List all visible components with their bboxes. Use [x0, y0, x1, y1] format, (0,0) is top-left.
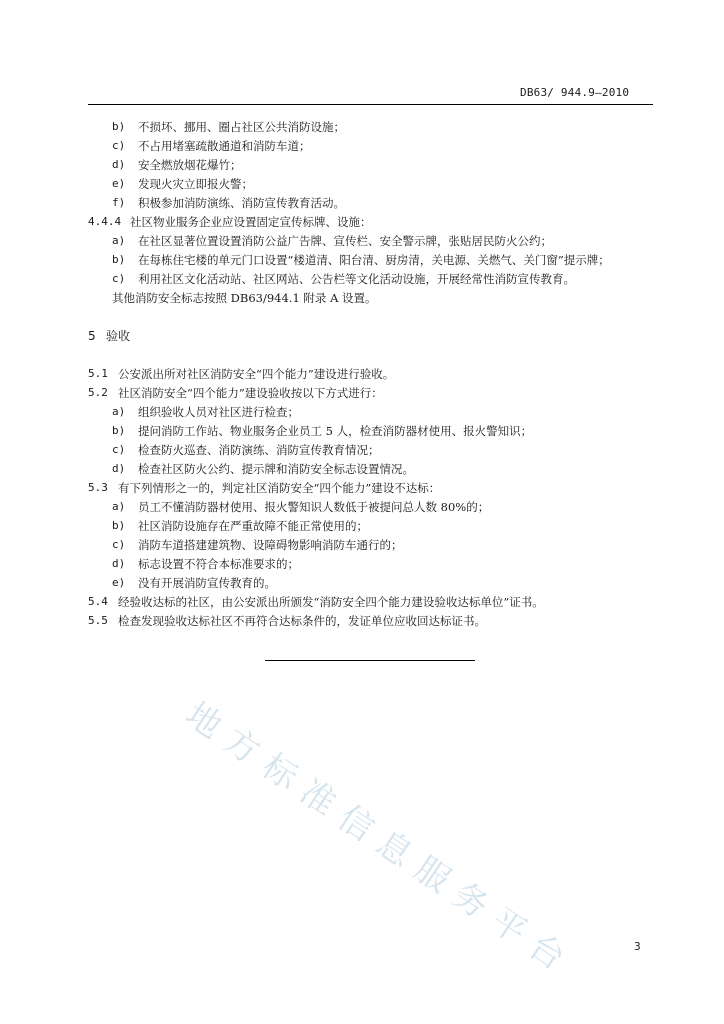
- clause-number: 4.4.4: [88, 215, 122, 228]
- clause-number: 5.2: [88, 386, 108, 399]
- section-title: 验收: [106, 329, 131, 343]
- clause-number: 5.4: [88, 595, 108, 608]
- list-item-label: c): [112, 443, 126, 456]
- list-item-text: 社区消防设施存在严重故障不能正常使用的；: [138, 519, 368, 533]
- list-item-label: c): [112, 538, 126, 551]
- watermark: 地方标准信息服务平台: [178, 694, 582, 986]
- list-item-text: 没有开展消防宣传教育的。: [138, 576, 276, 590]
- clause-text: 公安派出所对社区消防安全“四个能力”建设进行验收。: [118, 367, 395, 381]
- list-item-text: 积极参加消防演练、消防宣传教育活动。: [138, 196, 345, 210]
- list-item-text: 标志设置不符合本标准要求的；: [138, 557, 299, 571]
- clause-number: 5.5: [88, 614, 108, 627]
- list-item-label: c): [112, 272, 126, 285]
- clause-note: 其他消防安全标志按照 DB63/944.1 附录 A 设置。: [112, 291, 377, 305]
- list-item-text: 员工不懂消防器材使用、报火警知识人数低于被提问总人数 80%的；: [138, 500, 490, 514]
- list-item-text: 组织验收人员对社区进行检查；: [138, 405, 299, 419]
- clause-text: 有下列情形之一的，判定社区消防安全“四个能力”建设不达标：: [118, 481, 441, 495]
- list-item-label: e): [112, 177, 126, 190]
- list-item-label: a): [112, 405, 126, 418]
- list-item-text: 检查社区防火公约、提示牌和消防安全标志设置情况。: [138, 462, 414, 476]
- list-item-label: f): [112, 196, 126, 209]
- list-item-label: e): [112, 576, 126, 589]
- list-item-text: 检查防火巡查、消防演练、消防宣传教育情况；: [138, 443, 380, 457]
- list-item-text: 利用社区文化活动站、社区网站、公告栏等文化活动设施，开展经常性消防宣传教育。: [138, 272, 575, 286]
- clause-number: 5.1: [88, 367, 108, 380]
- page-number: 3: [634, 941, 641, 953]
- end-rule: [265, 660, 475, 661]
- list-item-label: d): [112, 557, 126, 570]
- list-item-label: d): [112, 158, 126, 171]
- list-item-label: b): [112, 424, 126, 437]
- list-item-label: b): [112, 253, 126, 266]
- header-rule: [88, 104, 653, 105]
- clause-number: 5.3: [88, 481, 108, 494]
- clause-text: 社区物业服务企业应设置固定宣传标牌、设施：: [130, 215, 372, 229]
- list-item-text: 提问消防工作站、物业服务企业员工 5 人，检查消防器材使用、报火警知识；: [138, 424, 533, 438]
- list-item-text: 消防车道搭建建筑物、设障碍物影响消防车通行的；: [138, 538, 403, 552]
- list-item-label: c): [112, 139, 126, 152]
- list-item-label: b): [112, 120, 126, 133]
- list-item-text: 不占用堵塞疏散通道和消防车道；: [138, 139, 311, 153]
- section-number: 5: [88, 329, 96, 343]
- clause-text: 社区消防安全“四个能力”建设验收按以下方式进行：: [118, 386, 383, 400]
- list-item-label: a): [112, 500, 126, 513]
- document-code: DB63/ 944.9—2010: [520, 86, 630, 99]
- clause-text: 经验收达标的社区，由公安派出所颁发“消防安全四个能力建设验收达标单位”证书。: [118, 595, 544, 609]
- list-item-label: d): [112, 462, 126, 475]
- list-item-label: b): [112, 519, 126, 532]
- list-item-text: 发现火灾立即报火警；: [138, 177, 253, 191]
- list-item-text: 在每栋住宅楼的单元门口设置“楼道清、阳台清、厨房清，关电源、关燃气、关门窗”提示牌；: [138, 253, 610, 267]
- list-item-label: a): [112, 234, 126, 247]
- list-item-text: 在社区显著位置设置消防公益广告牌、宣传栏、安全警示牌，张贴居民防火公约；: [138, 234, 552, 248]
- clause-text: 检查发现验收达标社区不再符合达标条件的，发证单位应收回达标证书。: [118, 614, 486, 628]
- list-item-text: 安全燃放烟花爆竹；: [138, 158, 242, 172]
- list-item-text: 不损坏、挪用、圈占社区公共消防设施；: [138, 120, 345, 134]
